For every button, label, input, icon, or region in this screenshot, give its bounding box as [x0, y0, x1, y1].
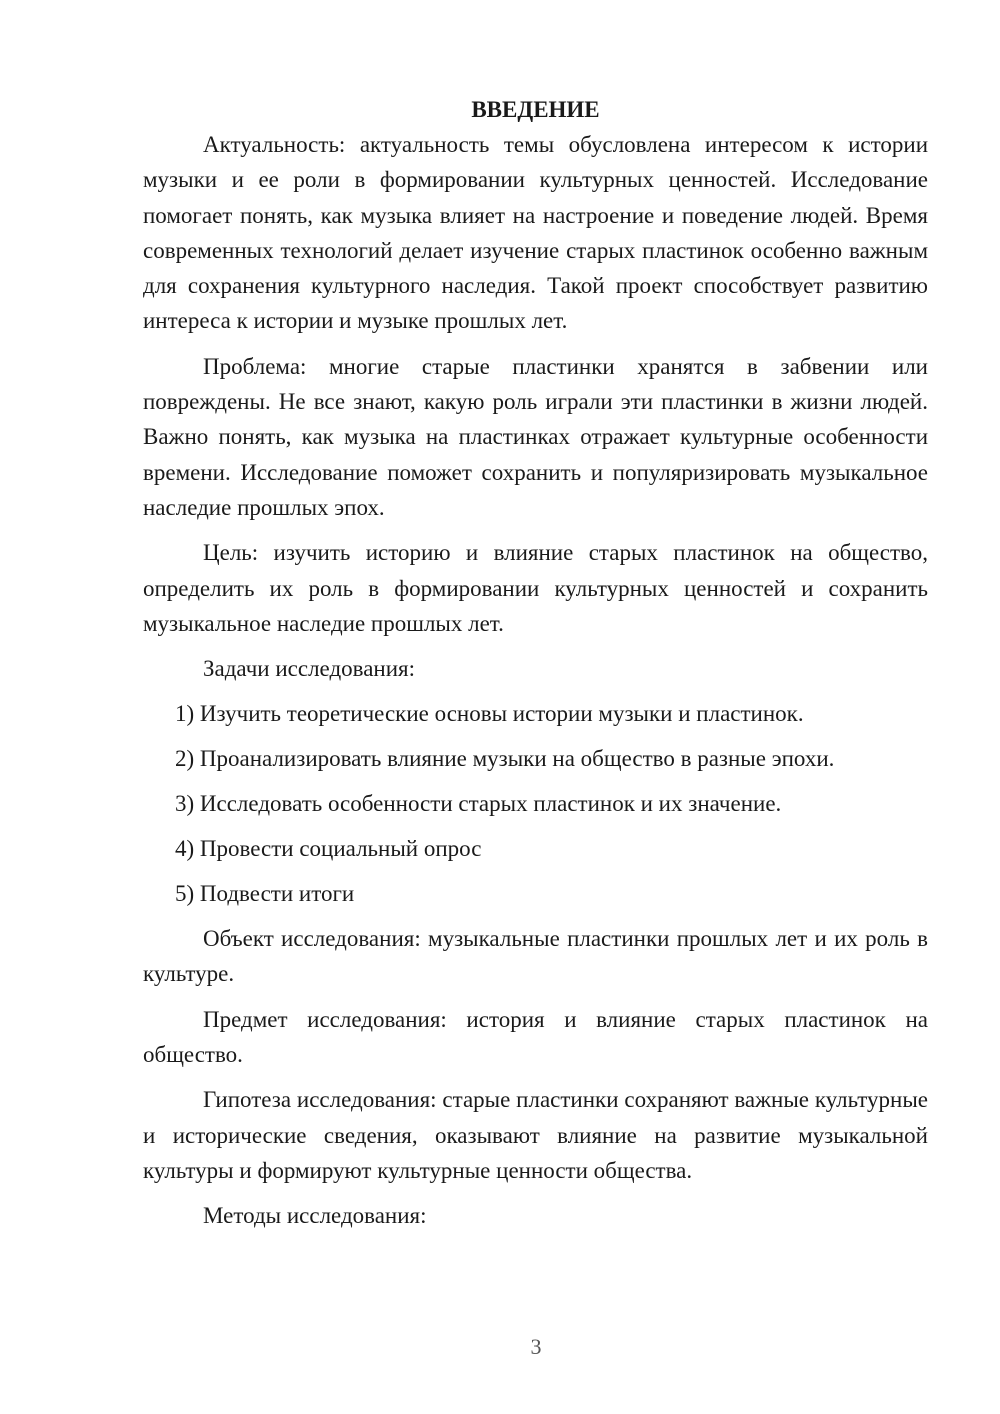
list-item: 4) Провести социальный опрос — [175, 836, 482, 862]
page-number: 3 — [530, 1334, 542, 1359]
section-title: ВВЕДЕНИЕ — [471, 97, 600, 122]
list-item: 3) Исследовать особенности старых пластинок и их значение. — [175, 791, 782, 817]
paragraph-relevance: Актуальность: актуальность темы обусловлена интересом к истории музыки и ее роли в формировании культурных ценностей. Исследование помогает понять, как музыка влияет на настроение и поведение людей. Время современных технологий делает изучение старых пластинок особенно важным для сохранения культурного наследия. Такой проект способствует развитию интереса к истории и музыке прошлых лет. — [143, 132, 928, 334]
list-item: 2) Проанализировать влияние музыки на общество в разные эпохи. — [175, 746, 835, 772]
paragraph-object: Объект исследования: музыкальные пластинки прошлых лет и их роль в культуре. — [143, 926, 928, 987]
list-item: 5) Подвести итоги — [175, 881, 355, 907]
paragraph-goal: Цель: изучить историю и влияние старых пластинок на общество, определить их роль в формировании культурных ценностей и сохранить музыкальное наследие прошлых лет. — [143, 540, 928, 636]
paragraph-subject: Предмет исследования: история и влияние старых пластинок на общество. — [143, 1006, 928, 1068]
paragraph-problem: Проблема: многие старые пластинки хранятся в забвении или повреждены. Не все знают, какую роль играли эти пластинки в жизни людей. Важно понять, как музыка на пластинках отражает культурные особенности времени. Исследование поможет сохранить и популяризировать музыкальное наследие прошлых эпох. — [143, 353, 928, 520]
tasks-heading: Задачи исследования: — [203, 656, 416, 682]
methods-heading: Методы исследования: — [203, 1203, 427, 1229]
tasks-list — [143, 696, 928, 911]
document-page — [143, 92, 928, 1243]
list-item: 1) Изучить теоретические основы истории музыки и пластинок. — [175, 701, 804, 727]
paragraph-hypothesis: Гипотеза исследования: старые пластинки сохраняют важные культурные и исторические сведения, оказывают влияние на развитие музыкальной культуры и формируют культурные ценности общества. — [143, 1087, 928, 1183]
